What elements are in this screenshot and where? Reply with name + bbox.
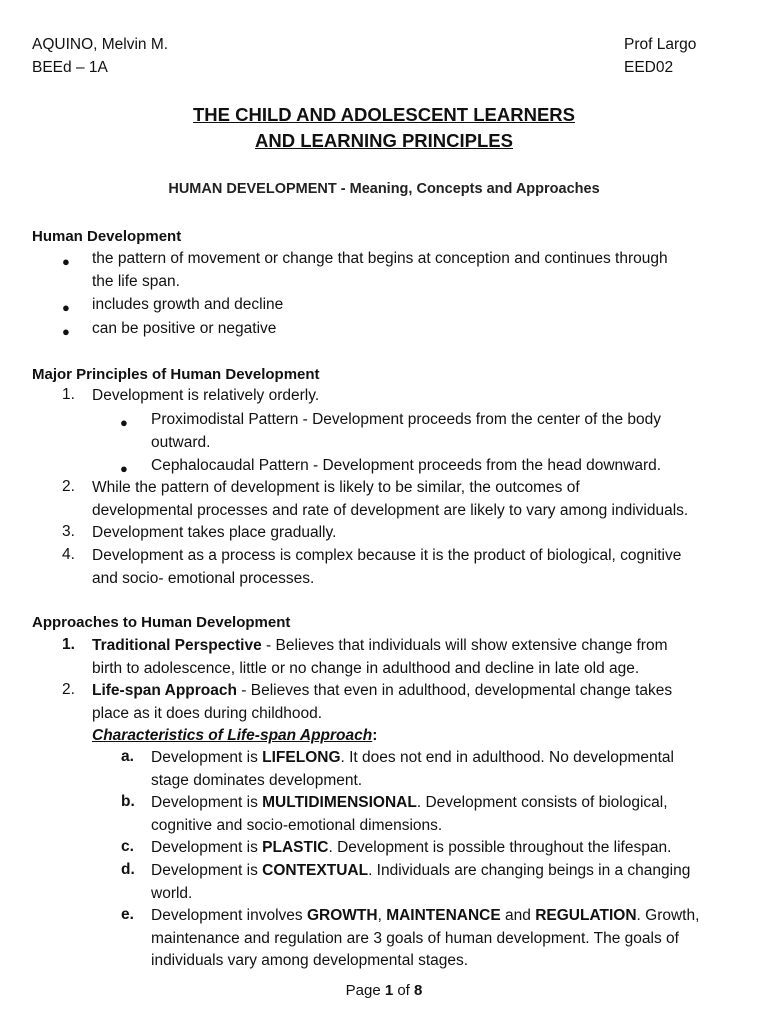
principle-1-sub-2: Cephalocaudal Pattern - Development proceeds from the head downward. bbox=[151, 457, 662, 474]
list-number: 3. bbox=[62, 523, 75, 540]
page-number: Page 1 of 8 bbox=[345, 982, 423, 999]
list-number: 1. bbox=[62, 386, 75, 403]
document-title bbox=[0, 102, 768, 154]
principle-3: Development takes place gradually. bbox=[92, 524, 337, 541]
list-letter: a. bbox=[121, 748, 134, 765]
student-name: AQUINO, Melvin M. bbox=[32, 36, 169, 53]
principle-1-sub-1: Proximodistal Pattern - Development proceeds from the center of the body outward. bbox=[151, 411, 662, 451]
characteristic-d: Development is CONTEXTUAL. Individuals are changing beings in a changing world. bbox=[151, 862, 691, 902]
student-course: BEEd – 1A bbox=[32, 59, 108, 76]
professor-name: Prof Largo bbox=[624, 36, 697, 53]
list-letter: c. bbox=[121, 838, 134, 855]
bullet: ● bbox=[120, 461, 128, 476]
bullet: ● bbox=[120, 415, 128, 430]
list-letter: d. bbox=[121, 861, 135, 878]
student-info bbox=[32, 33, 168, 79]
characteristic-a: Development is LIFELONG. It does not end in adulthood. No developmental stage dominates development. bbox=[151, 749, 674, 789]
course-info bbox=[624, 33, 696, 79]
bullet: ● bbox=[62, 300, 70, 315]
section-heading-human-development: Human Development bbox=[32, 228, 182, 245]
list-item: can be positive or negative bbox=[92, 320, 277, 337]
list-number: 2. bbox=[62, 478, 75, 495]
list-letter: b. bbox=[121, 793, 135, 810]
list-number: 1. bbox=[62, 636, 75, 653]
section-heading-approaches: Approaches to Human Development bbox=[32, 614, 291, 631]
list-number: 4. bbox=[62, 546, 75, 563]
characteristic-b: Development is MULTIDIMENSIONAL. Development consists of biological, cognitive and socio-emotional dimensions. bbox=[151, 794, 668, 834]
section-heading-principles: Major Principles of Human Development bbox=[32, 366, 320, 383]
title-line-2: AND LEARNING PRINCIPLES bbox=[255, 130, 513, 151]
list-letter: e. bbox=[121, 906, 134, 923]
bullet: ● bbox=[62, 254, 70, 269]
principle-4: Development as a process is complex because it is the product of biological, cognitive and socio- emotional processes. bbox=[92, 547, 682, 587]
principle-2: While the pattern of development is likely to be similar, the outcomes of developmental processes and rate of development are likely to vary among individuals. bbox=[92, 479, 689, 519]
approach-2: Life-span Approach - Believes that even in adulthood, developmental change takes place as it does during childhood. bbox=[92, 682, 673, 722]
characteristics-heading: Characteristics of Life-span Approach: bbox=[92, 727, 378, 744]
subject-code: EED02 bbox=[624, 59, 674, 76]
title-line-1: THE CHILD AND ADOLESCENT LEARNERS bbox=[193, 104, 575, 125]
list-item: the pattern of movement or change that begins at conception and continues through the life span. bbox=[92, 250, 668, 290]
characteristic-c: Development is PLASTIC. Development is possible throughout the lifespan. bbox=[151, 839, 672, 856]
characteristic-e: Development involves GROWTH, MAINTENANCE and REGULATION. Growth, maintenance and regulation are 3 goals of human development. The goals of individuals vary among developmental stages. bbox=[151, 907, 700, 969]
list-number: 2. bbox=[62, 681, 75, 698]
principle-1: Development is relatively orderly. bbox=[92, 387, 320, 404]
bullet: ● bbox=[62, 324, 70, 339]
approach-1: Traditional Perspective - Believes that individuals will show extensive change from birth to adolescence, little or no change in adulthood and decline in late old age. bbox=[92, 637, 668, 677]
list-item: includes growth and decline bbox=[92, 296, 284, 313]
document-subtitle: HUMAN DEVELOPMENT - Meaning, Concepts and Approaches bbox=[168, 181, 600, 197]
